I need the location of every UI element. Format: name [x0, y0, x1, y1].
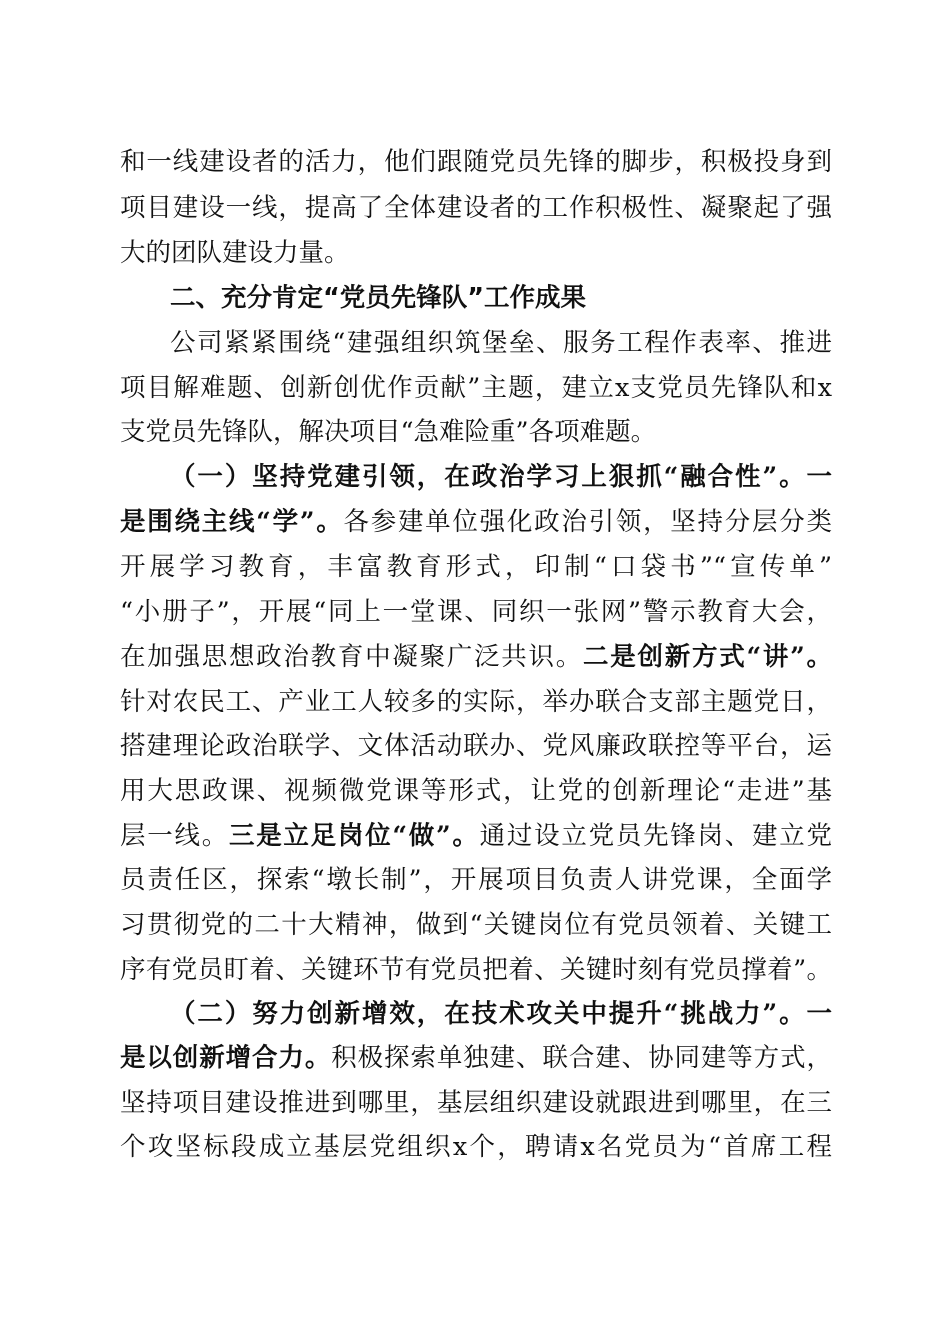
paragraph-line: 员责任区，探索“墩长制”，开展项目负责人讲党课，全面学: [120, 865, 832, 895]
paragraph-line: 坚持项目建设推进到哪里，基层组织建设就跟进到哪里，在三: [120, 1088, 832, 1118]
paragraph-line: 个攻坚标段成立基层党组织x个，聘请x名党员为“首席工程: [120, 1132, 832, 1162]
paragraph-line: [120, 635, 832, 679]
line-text: 在加强思想政治教育中凝聚广泛共识。: [120, 642, 584, 672]
paragraph-line: 习贯彻党的二十大精神，做到“关键岗位有党员领着、关键工: [120, 910, 832, 940]
paragraph-line: [120, 500, 832, 544]
section-heading: 二、充分肯定“党员先锋队”工作成果: [170, 283, 587, 313]
paragraph-line: 和一线建设者的活力，他们跟随党员先锋的脚步，积极投身到: [120, 147, 832, 177]
paragraph-line: 支党员先锋队，解决项目“急难险重”各项难题。: [120, 417, 657, 447]
paragraph-line: 大的团队建设力量。: [120, 238, 350, 268]
paragraph-line: 项目解难题、创新创优作贡献”主题，建立x支党员先锋队和x: [120, 373, 832, 403]
paragraph-line: 针对农民工、产业工人较多的实际，举办联合支部主题党日，: [120, 687, 832, 717]
line-text: 各参建单位强化政治引领，坚持分层分类: [343, 507, 832, 537]
bold-lead: 是围绕主线“学”。: [120, 507, 344, 537]
paragraph-line: 序有党员盯着、关键环节有党员把着、关键时刻有党员撑着”。: [120, 955, 832, 985]
paragraph-line: 搭建理论政治联学、文体活动联办、党风廉政联控等平台，运: [120, 731, 832, 761]
bold-lead: 二是创新方式“讲”。: [583, 642, 832, 672]
line-text: 通过设立党员先锋岗、建立党: [479, 821, 832, 851]
bold-lead: 三是立足岗位“做”。: [228, 821, 480, 851]
paragraph-line: 公司紧紧围绕“建强组织筑堡垒、服务工程作表率、推进: [170, 328, 832, 358]
bold-lead: 是以创新增合力。: [120, 1043, 332, 1073]
line-text: 层一线。: [120, 821, 229, 851]
paragraph-line: 开展学习教育，丰富教育形式，印制“口袋书”“宣传单”: [120, 552, 832, 582]
subsection-heading: （二）努力创新增效，在技术攻关中提升“挑战力”。一: [170, 999, 832, 1029]
paragraph-line: 项目建设一线，提高了全体建设者的工作积极性、凝聚起了强: [120, 193, 832, 223]
paragraph-line: [120, 1036, 832, 1080]
paragraph-line: “小册子”，开展“同上一堂课、同织一张网”警示教育大会，: [120, 597, 832, 627]
line-text: 积极探索单独建、联合建、协同建等方式，: [331, 1043, 832, 1073]
subsection-heading: （一）坚持党建引领，在政治学习上狠抓“融合性”。一: [170, 462, 832, 492]
paragraph-line: 用大思政课、视频微党课等形式，让党的创新理论“走进”基: [120, 776, 832, 806]
paragraph-line: [120, 814, 832, 858]
